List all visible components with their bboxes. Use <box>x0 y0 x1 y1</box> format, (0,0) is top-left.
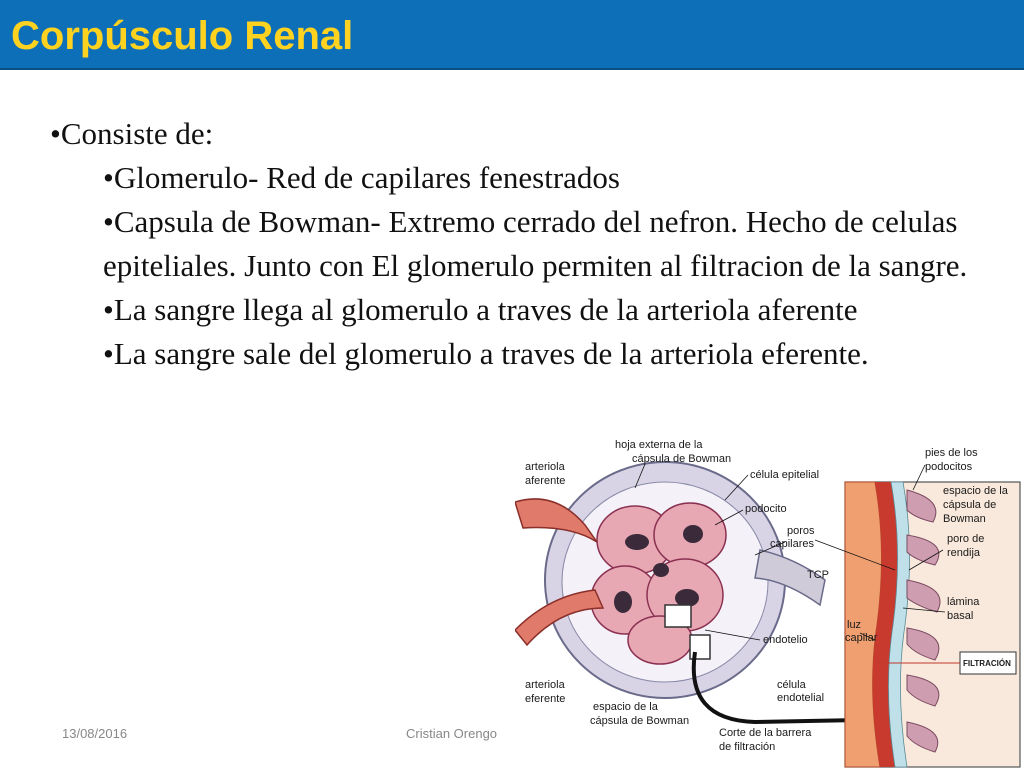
label-filtracion: FILTRACIÓN <box>963 659 1011 668</box>
label-espacio-right: espacio de la <box>943 485 1008 497</box>
footer-author: Cristian Orengo <box>406 726 498 741</box>
label-espacio-right-2: cápsula de <box>943 499 997 511</box>
renal-corpuscle-diagram <box>515 430 1024 768</box>
bullet-item: •La sangre sale del glomerulo a traves de la arteriola eferente. <box>103 336 869 371</box>
label-arteriola-aferente-2: aferente <box>525 475 566 487</box>
label-arteriola-eferente: arteriola <box>525 679 565 691</box>
filtration-barrier-panel <box>845 482 1020 767</box>
label-celula-endotelial: célula <box>777 679 806 691</box>
corpuscle-illustration <box>515 462 877 730</box>
label-poro: poro de <box>947 533 985 545</box>
label-celula-epitelial: célula epitelial <box>750 469 820 481</box>
label-espacio-2: cápsula de Bowman <box>590 715 690 727</box>
label-poros-2: capilares <box>770 538 815 550</box>
filtration-cut-box <box>665 605 691 627</box>
label-celula-endotelial-2: endotelial <box>777 692 825 704</box>
footer-date: 13/08/2016 <box>62 726 128 741</box>
label-arteriola-aferente: arteriola <box>525 461 565 473</box>
bullet-item: •Capsula de Bowman- Extremo cerrado del nefron. Hecho de celulas epiteliales. Junto con El glomerulo permiten al filtracion de la sangre. <box>103 204 968 283</box>
label-hoja-externa: hoja externa de la <box>615 439 703 451</box>
label-lamina: lámina <box>947 596 980 608</box>
bullet-item: •Glomerulo- Red de capilares fenestrados <box>103 160 620 195</box>
label-corte: Corte de la barrera <box>719 727 812 739</box>
label-corte-2: de filtración <box>719 741 776 753</box>
label-podocito: podocito <box>745 503 787 515</box>
slide-header <box>0 0 1024 70</box>
label-pies-2: podocitos <box>925 461 973 473</box>
label-endotelio: endotelio <box>763 634 808 646</box>
label-hoja-externa-2: cápsula de Bowman <box>632 453 732 465</box>
label-espacio-right-3: Bowman <box>943 513 986 525</box>
label-luz-2: capilar <box>845 632 878 644</box>
bullet-item: •La sangre llega al glomerulo a traves de la arteriola aferente <box>103 292 858 327</box>
label-poro-2: rendija <box>947 547 981 559</box>
label-pies: pies de los <box>925 447 978 459</box>
bullet-item: •Consiste de: <box>50 116 214 151</box>
label-lamina-2: basal <box>947 610 974 622</box>
label-arteriola-eferente-2: eferente <box>525 693 566 705</box>
label-poros: poros <box>787 525 815 537</box>
bullet-list <box>50 112 1010 376</box>
label-tcp: TCP <box>807 569 829 581</box>
label-luz: luz <box>847 619 862 631</box>
slide-title: Corpúsculo Renal <box>11 14 354 58</box>
label-espacio: espacio de la <box>593 701 658 713</box>
